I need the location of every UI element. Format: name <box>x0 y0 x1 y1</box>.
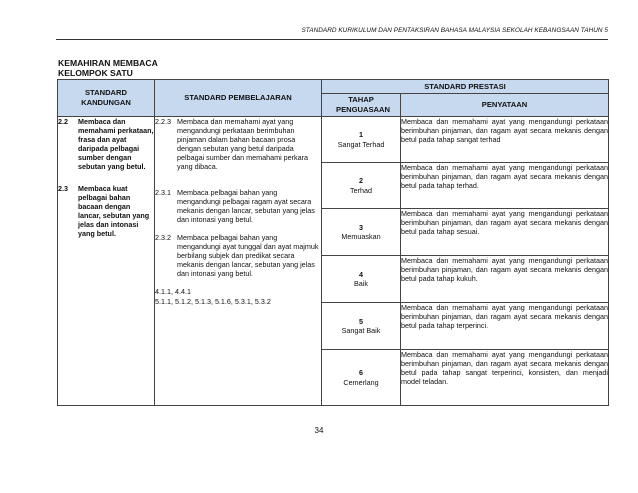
header-rule <box>56 39 608 40</box>
section-subtitle: KELOMPOK SATU <box>58 68 133 78</box>
kandungan-cell <box>58 117 155 406</box>
penyataan-cell: Membaca dan memahami ayat yang mengandungi perkataan berimbuhan pinjaman, dan ragam ayat secara mekanis dengan betul pada tahap sangat terperinci, konsisten, dan menjadi model teladan. <box>401 350 609 406</box>
penyataan-cell: Membaca dan memahami ayat yang mengandungi perkataan berimbuhan pinjaman, dan ragam ayat secara mekanis dengan betul pada tahap kukuh. <box>401 256 609 303</box>
pembelajaran-item: 2.3.1 Membaca pelbagai bahan yang mengandungi pelbagai ragam ayat secara mekanis dengan lancar, sebutan yang jelas dan intonasi yang betul. <box>155 187 315 224</box>
pembelajaran-item: 2.3.2 Membaca pelbagai bahan yang mengandungi ayat tunggal dan ayat majmuk berbilang subjek dan predikat secara mekanis dengan lancar, sebutan yang jelas dan intonasi yang betul. <box>155 232 319 279</box>
reference-codes: 4.1.1, 4.4.1 5.1.1, 5.1.2, 5.1.3, 5.1.6, 5.3.1, 5.3.2 <box>155 287 271 306</box>
level-cell: 6 Cemerlang <box>322 350 401 406</box>
curriculum-table <box>57 79 609 406</box>
penyataan-cell: Membaca dan memahami ayat yang mengandungi perkataan berimbuhan pinjaman, dan ragam ayat secara mekanis dengan betul pada tahap terhad. <box>401 163 609 209</box>
kandungan-item: 2.2 Membaca dan memahami perkataan, frasa dan ayat daripada pelbagai sumber dengan sebutan yang betul. <box>58 117 154 172</box>
header-standard-prestasi: STANDARD PRESTASI <box>322 80 609 94</box>
level-cell: 2 Terhad <box>322 163 401 209</box>
level-cell: 3 Memuaskan <box>322 209 401 256</box>
level-cell: 4 Baik <box>322 256 401 303</box>
pembelajaran-item: 2.2.3 Membaca dan memahami ayat yang mengandungi perkataan berimbuhan pinjaman dalam bahan bacaan prosa dengan sebutan yang betul daripada pelbagai sumber dan memahami perkara yang dibaca. <box>155 117 309 172</box>
penyataan-cell: Membaca dan memahami ayat yang mengandungi perkataan berimbuhan pinjaman, dan ragam ayat secara mekanis dengan betul pada tahap terperinci. <box>401 303 609 350</box>
kandungan-item: 2.3 Membaca kuat pelbagai bahan bacaan dengan lancar, sebutan yang jelas dan intonasi yang betul. <box>58 183 150 239</box>
running-header: STANDARD KURIKULUM DAN PENTAKSIRAN BAHASA MALAYSIA SEKOLAH KEBANGSAAN TAHUN 5 <box>301 27 608 34</box>
section-title: KEMAHIRAN MEMBACA <box>58 58 158 68</box>
pembelajaran-cell <box>155 117 322 406</box>
page-number: 34 <box>314 426 324 435</box>
penyataan-cell: Membaca dan memahami ayat yang mengandungi perkataan berimbuhan pinjaman, dan ragam ayat secara mekanis dengan betul pada tahap sesuai. <box>401 209 609 256</box>
header-standard-kandungan: STANDARD KANDUNGAN <box>58 80 155 117</box>
header-tahap-penguasaan: TAHAP PENGUASAAN <box>322 94 401 117</box>
header-penyataan: PENYATAAN <box>401 94 609 117</box>
penyataan-cell: Membaca dan memahami ayat yang mengandungi perkataan berimbuhan pinjaman, dan ragam ayat secara mekanis dengan betul pada tahap sangat terhad <box>401 117 609 163</box>
level-cell: 1 Sangat Terhad <box>322 117 401 163</box>
header-standard-pembelajaran: STANDARD PEMBELAJARAN <box>155 80 322 117</box>
level-cell: 5 Sangat Baik <box>322 303 401 350</box>
